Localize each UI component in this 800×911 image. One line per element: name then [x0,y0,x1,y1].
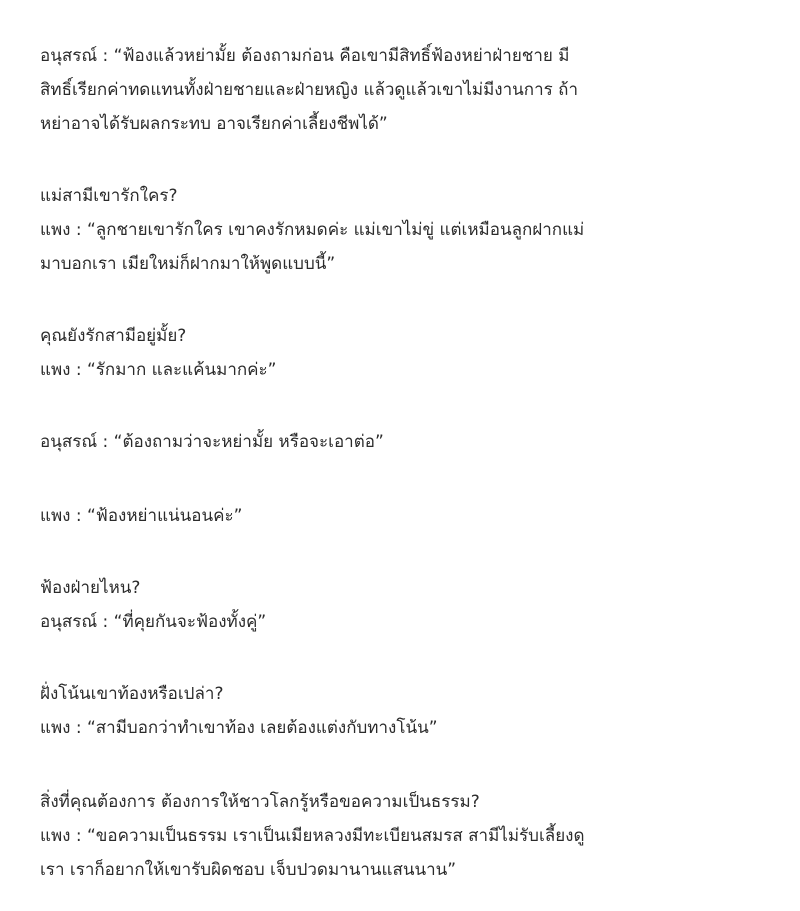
text-line: คุณยังรักสามีอยู่มั้ย? [40,326,187,346]
text-line: แพง : “สามีบอกว่าทำเขาท้อง เลยต้องแต่งกับทางโน้น” [40,718,438,738]
text-line: สิ่งที่คุณต้องการ ต้องการให้ชาวโลกรู้หรือขอความเป็นธรรม? [40,792,480,812]
text-line: ฝั่งโน้นเขาท้องหรือเปล่า? [40,684,224,704]
text-line: แพง : “ลูกชายเขารักใคร เขาคงรักหมดค่ะ แม่เขาไม่ขู่ แต่เหมือนลูกฝากแม่ [40,220,585,240]
text-line: สิทธิ์เรียกค่าทดแทนทั้งฝ่ายชายและฝ่ายหญิง แล้วดูแล้วเขาไม่มีงานการ ถ้า [40,80,578,100]
text-line: อนุสรณ์ : “ต้องถามว่าจะหย่ามั้ย หรือจะเอาต่อ” [40,432,384,452]
text-line: แพง : “ฟ้องหย่าแน่นอนค่ะ” [40,506,243,526]
text-line: เรา เราก็อยากให้เขารับผิดชอบ เจ็บปวดมานานแสนนาน” [40,860,457,880]
text-line: แพง : “รักมาก และแค้นมากค่ะ” [40,360,277,380]
text-line: ฟ้องฝ่ายไหน? [40,578,141,598]
text-line: แม่สามีเขารักใคร? [40,186,178,206]
text-line: อนุสรณ์ : “ฟ้องแล้วหย่ามั้ย ต้องถามก่อน คือเขามีสิทธิ์ฟ้องหย่าฝ่ายชาย มี [40,46,570,66]
text-line: อนุสรณ์ : “ที่คุยกันจะฟ้องทั้งคู่” [40,612,267,632]
text-line: หย่าอาจได้รับผลกระทบ อาจเรียกค่าเลี้ยงชีพได้” [40,114,388,134]
text-line: แพง : “ขอความเป็นธรรม เราเป็นเมียหลวงมีทะเบียนสมรส สามีไม่รับเลี้ยงดู [40,826,585,846]
text-line: มาบอกเรา เมียใหม่ก็ฝากมาให้พูดแบบนี้” [40,254,336,274]
